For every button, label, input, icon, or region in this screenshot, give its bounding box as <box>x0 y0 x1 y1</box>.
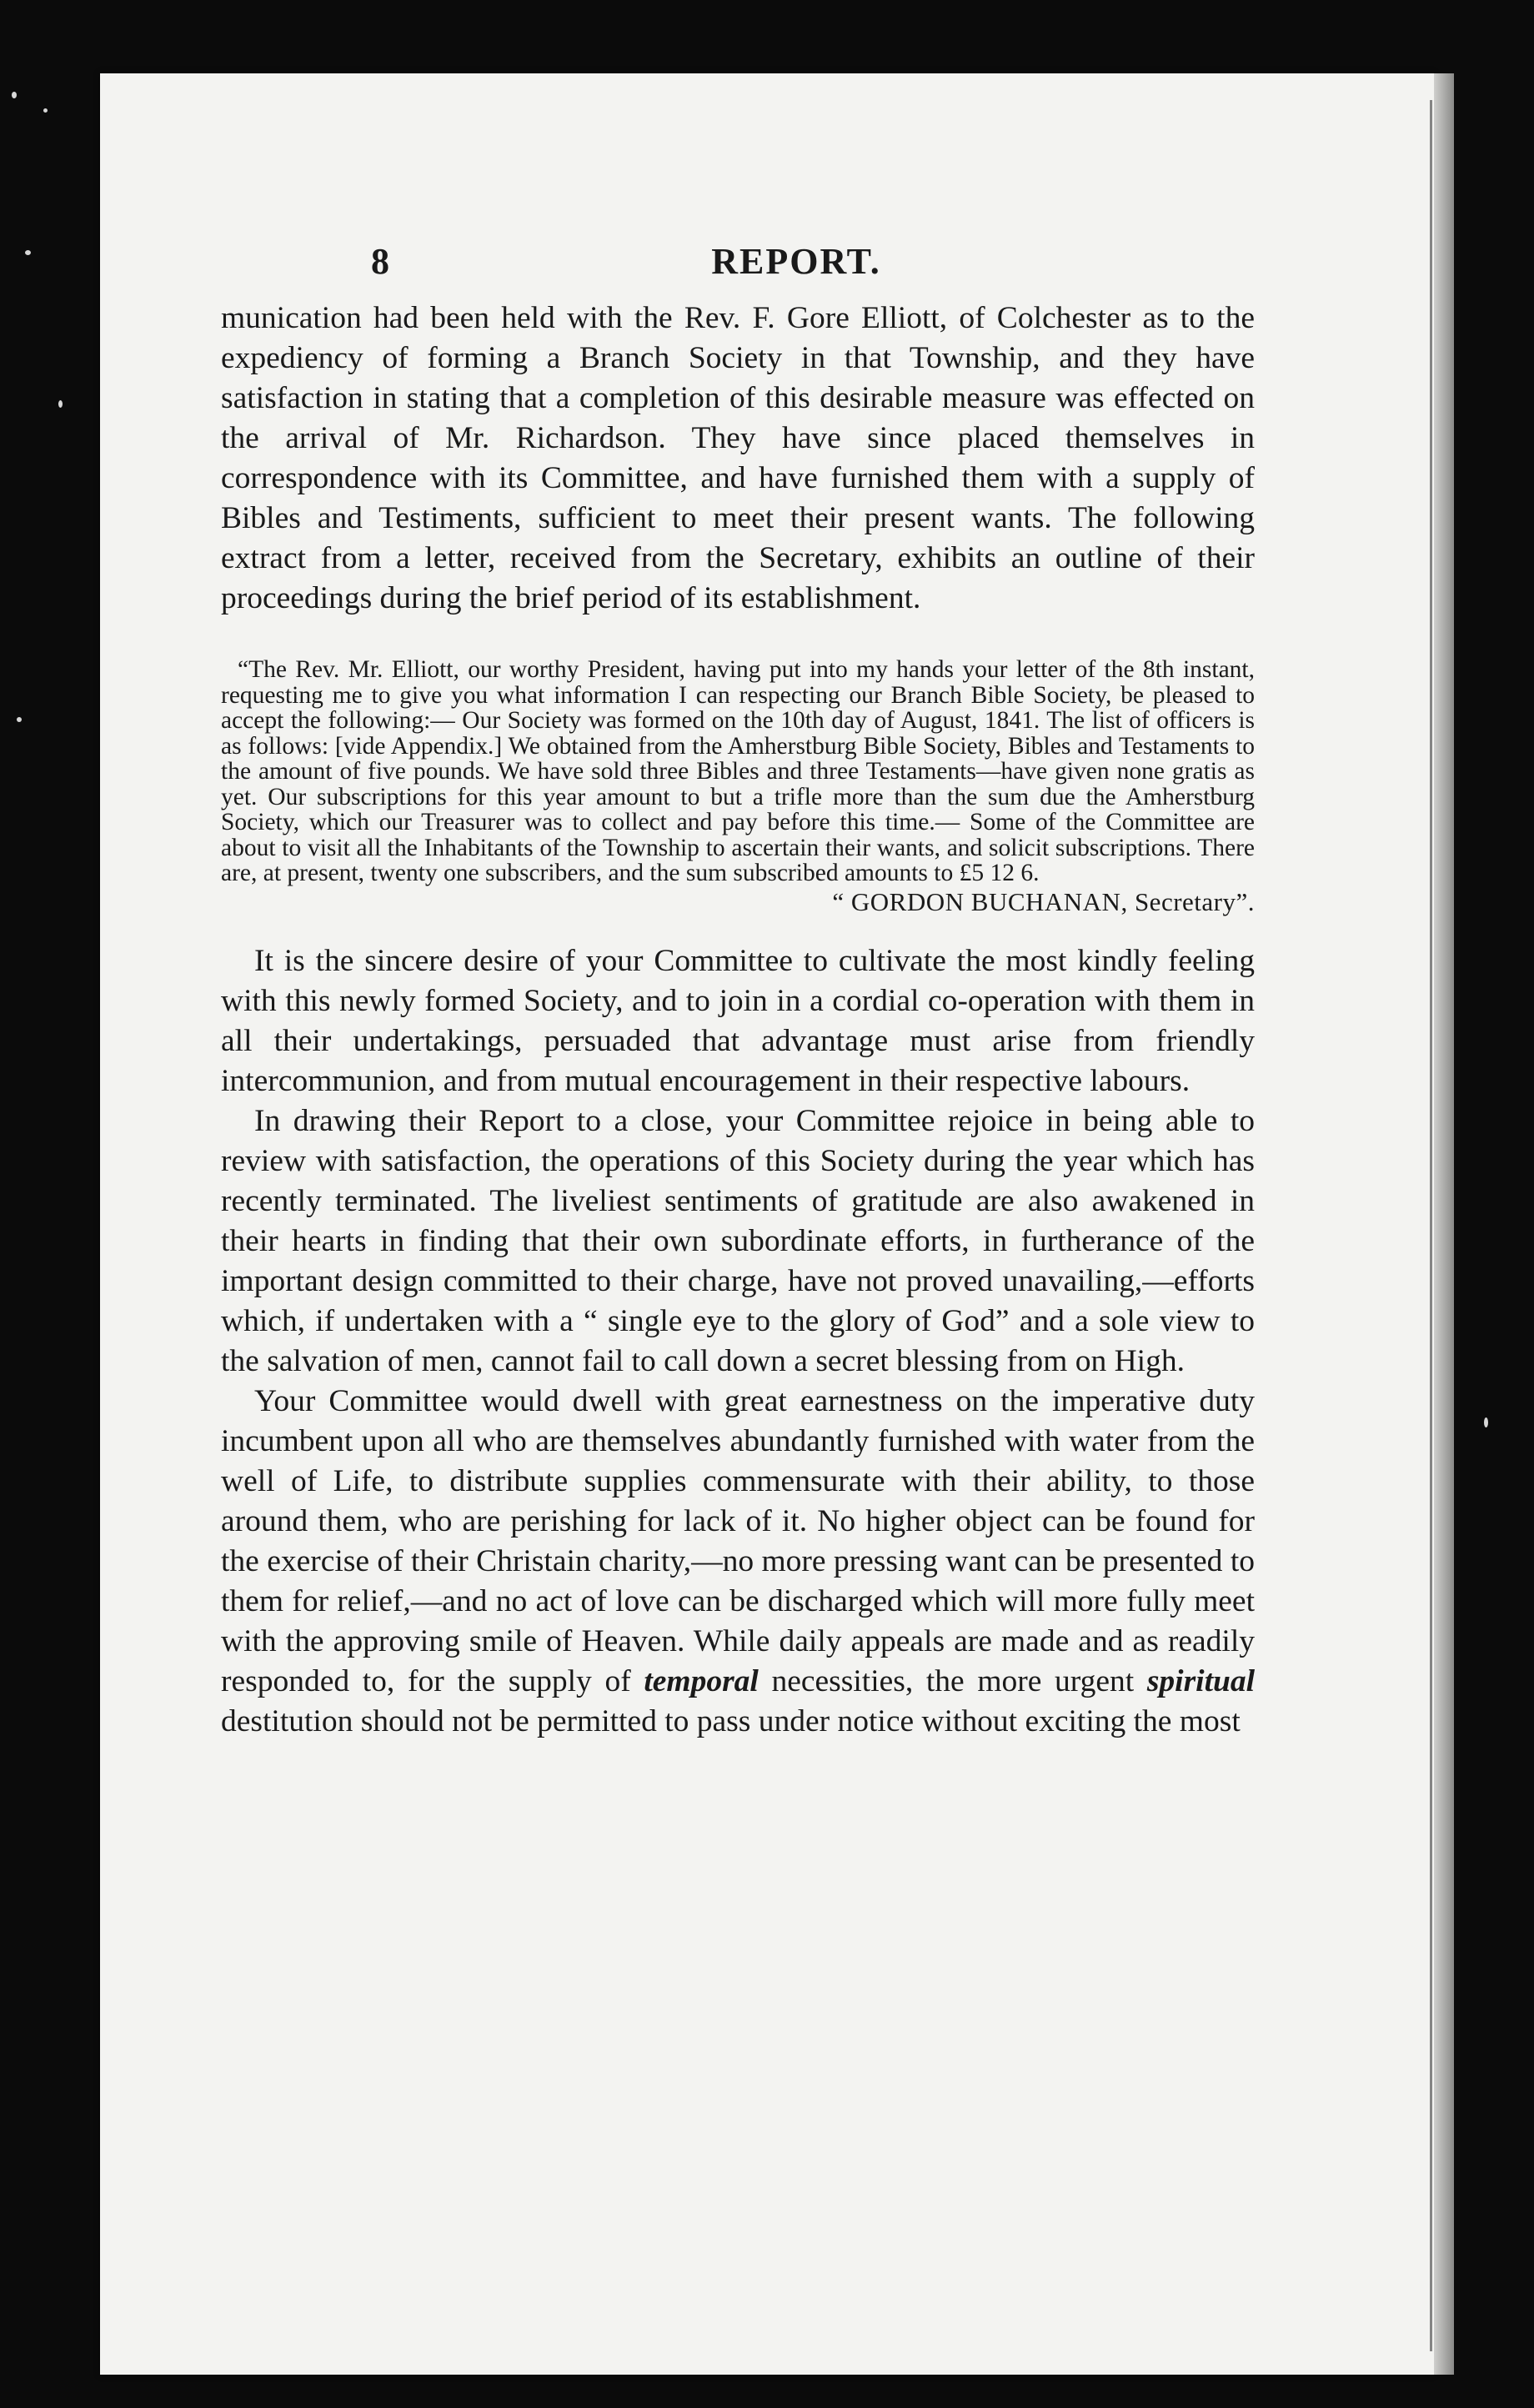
page-edge <box>1434 73 1454 2375</box>
paragraph-cooperation: It is the sincere desire of your Committee to cultivate the most kindly feeling with this newly formed Society, and to join in a cordial co-operation with them in all their undertakings, persuaded that advantage must arise from friendly intercommunion, and from mutual encouragement in their respective labours. <box>221 944 1255 1098</box>
scan-speck <box>25 250 31 255</box>
page-text <box>221 240 1255 1742</box>
paragraph-continuation: munication had been held with the Rev. F. Gore Elliott, of Colchester as to the expediency of forming a Branch Society in that Township, and they have satisfaction in stating that a completion of this desirable measure was effected on the arrival of Mr. Richardson. They have since placed themselves in correspondence with its Committee, and have furnished them with a supply of Bibles and Testiments, sufficient to meet their present wants. The following extract from a letter, received from the Secretary, exhibits an outline of their proceedings during the brief period of its establishment. <box>221 301 1255 615</box>
scan-speck <box>58 400 63 408</box>
italic-temporal: temporal <box>644 1664 759 1698</box>
running-title: REPORT. <box>711 241 881 282</box>
scan-speck <box>43 108 48 113</box>
italic-spiritual: spiritual <box>1146 1664 1256 1698</box>
paragraph-duty <box>221 1382 1255 1742</box>
running-head <box>221 240 1255 298</box>
quoted-letter-text: “The Rev. Mr. Elliott, our worthy President, having put into my hands your letter of the 8th instant, requesting me to give you what information I can respecting our Branch Bible Society, be pleased to accept the following:— Our Society was formed on the 10th day of August, 1841. The list of officers is as follows: [vide Appendix.] We obtained from the Amherstburg Bible Society, Bibles and Testaments to the amount of five pounds. We have sold three Bibles and three Testaments—have given none gratis as yet. Our subscriptions for this year amount to but a trifle more than the sum due the Amherstburg Society, which our Treasurer was to collect and pay before this time.— Some of the Committee are about to visit all the Inhabitants of the Township to ascertain their wants, and solicit subscriptions. There are, at present, twenty one subscribers, and the sum subscribed amounts to £5 12 6. <box>221 656 1255 886</box>
paragraph-duty-end: destitution should not be permitted to pass under notice without exciting the most <box>221 1704 1241 1738</box>
book-page <box>100 73 1434 2375</box>
paragraph-closing: In drawing their Report to a close, your Committee rejoice in being able to review with satisfaction, the operations of this Society during the year which has recently terminated. The liveliest sentiments of gratitude are also awakened in their hearts in finding that their own subordinate efforts, in furtherance of the important design committed to their charge, have not proved unavailing,—efforts which, if undertaken with a “ single eye to the glory of God” and a sole view to the salvation of men, cannot fail to call down a secret blessing from on High. <box>221 1104 1255 1378</box>
scan-speck <box>12 92 17 98</box>
paragraph-duty-text: Your Committee would dwell with great earnestness on the imperative duty incumbent upon all who are themselves abundantly furnished with water from the well of Life, to distribute supplies commensurate with their ability, to those around them, who are perishing for lack of it. No higher object can be found for the exercise of their Christain charity,—no more pressing want can be presented to them for relief,—and no act of love can be discharged which will more fully meet with the approving smile of Heaven. While daily appeals are made and as readily responded to, for the supply of <box>221 1384 1255 1698</box>
page-fold-line <box>1430 100 1432 2351</box>
letter-signature: “ GORDON BUCHANAN, Secretary”. <box>832 886 1255 916</box>
paragraph-duty-mid: necessities, the more urgent <box>771 1664 1135 1698</box>
page-number: 8 <box>371 241 389 282</box>
scan-speck <box>1484 1417 1488 1427</box>
scan-speck <box>17 717 22 722</box>
quoted-letter <box>221 657 1255 915</box>
